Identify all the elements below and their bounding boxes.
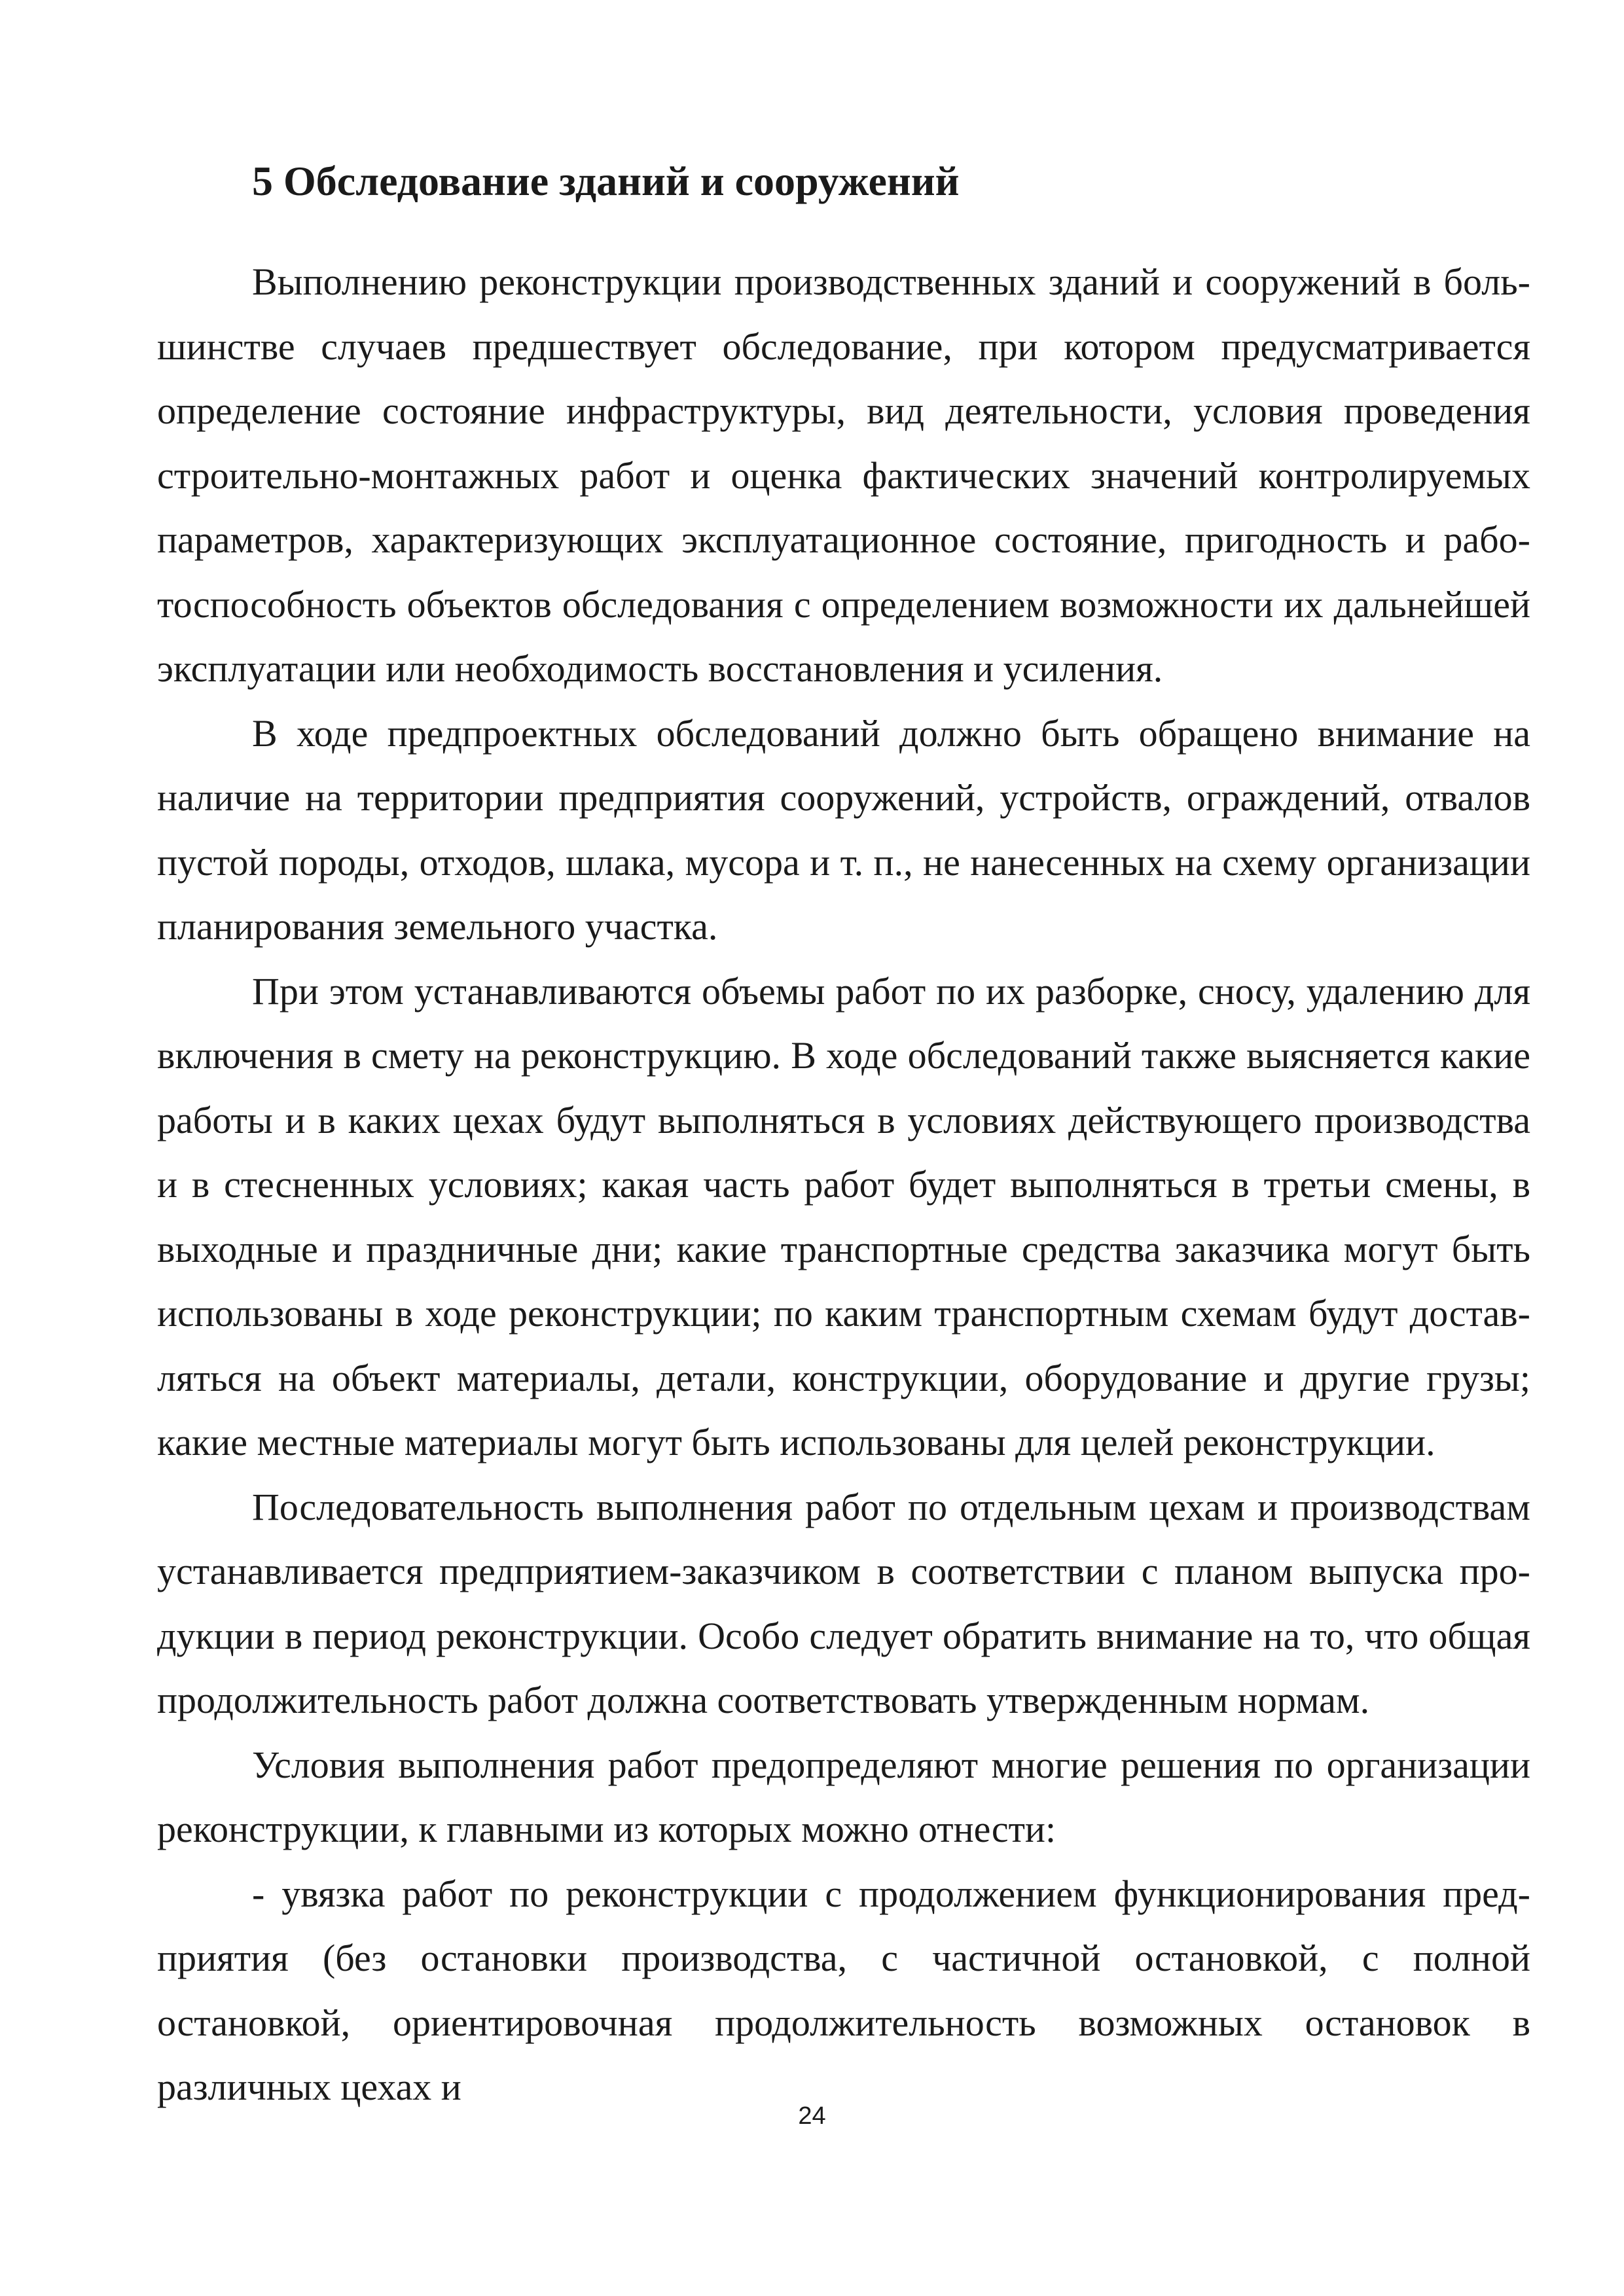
paragraph: При этом устанавливаются объемы работ по их разборке, сносу, удалению для включения в смету на реконструкцию. В ходе обследований также выясняется какие работы и в каких цехах будут выполняться в условиях действующего производства и в стесненных условиях; какая часть работ будет выполняться в третьи смены, в выходные и праздничные дни; какие транспортные средства заказчика могут быть использованы в ходе реконструкции; по каким транспортным схемам будут доставляться на объект материалы, детали, конструкции, оборудование и другие грузы; какие местные материалы могут быть использованы для целей реконструкции. [157, 969, 1530, 1463]
paragraph: - увязка работ по реконструкции с продолжением функционирования предприятия (без остановки производства, с частичной остановкой, с полной остановкой, ориентировочная продолжительность возможных остановок в различных цехах и [157, 1872, 1530, 2108]
paragraph: В ходе предпроектных обследований должно быть обращено внимание на наличие на территории предприятия сооружений, устройств, ограждений, отвалов пустой породы, отходов, шлака, мусора и т. п., не нанесенных на схему организации планирования земельного участка. [157, 711, 1530, 948]
section-heading: 5 Обследование зданий и сооружений [252, 158, 960, 204]
paragraph: Последовательность выполнения работ по отдельным цехам и производствам устанавливается предприятием-заказчиком в соответствии с планом выпуска продукции в период реконструкции. Особо следует обратить внимание на то, что общая продолжительность работ должна соответствовать утвержденным нормам. [157, 1485, 1530, 1721]
paragraph: Условия выполнения работ предопределяют многие решения по организации реконструкции, к главными из которых можно отнести: [157, 1743, 1530, 1850]
body-text [157, 250, 1530, 2120]
page-number: 24 [798, 2102, 826, 2130]
paragraph: Выполнению реконструкции производственных зданий и сооружений в большинстве случаев предшествует обследование, при котором предусматривается определение состояние инфраструктуры, вид деятельности, условия проведения строительно-монтажных работ и оценка фактических значений контролируемых параметров, характеризующих эксплуатационное состояние, пригодность и работоспособность объектов обследования с определением возможности их дальнейшей эксплуатации или необходимость восстановления и усиления. [157, 260, 1530, 690]
